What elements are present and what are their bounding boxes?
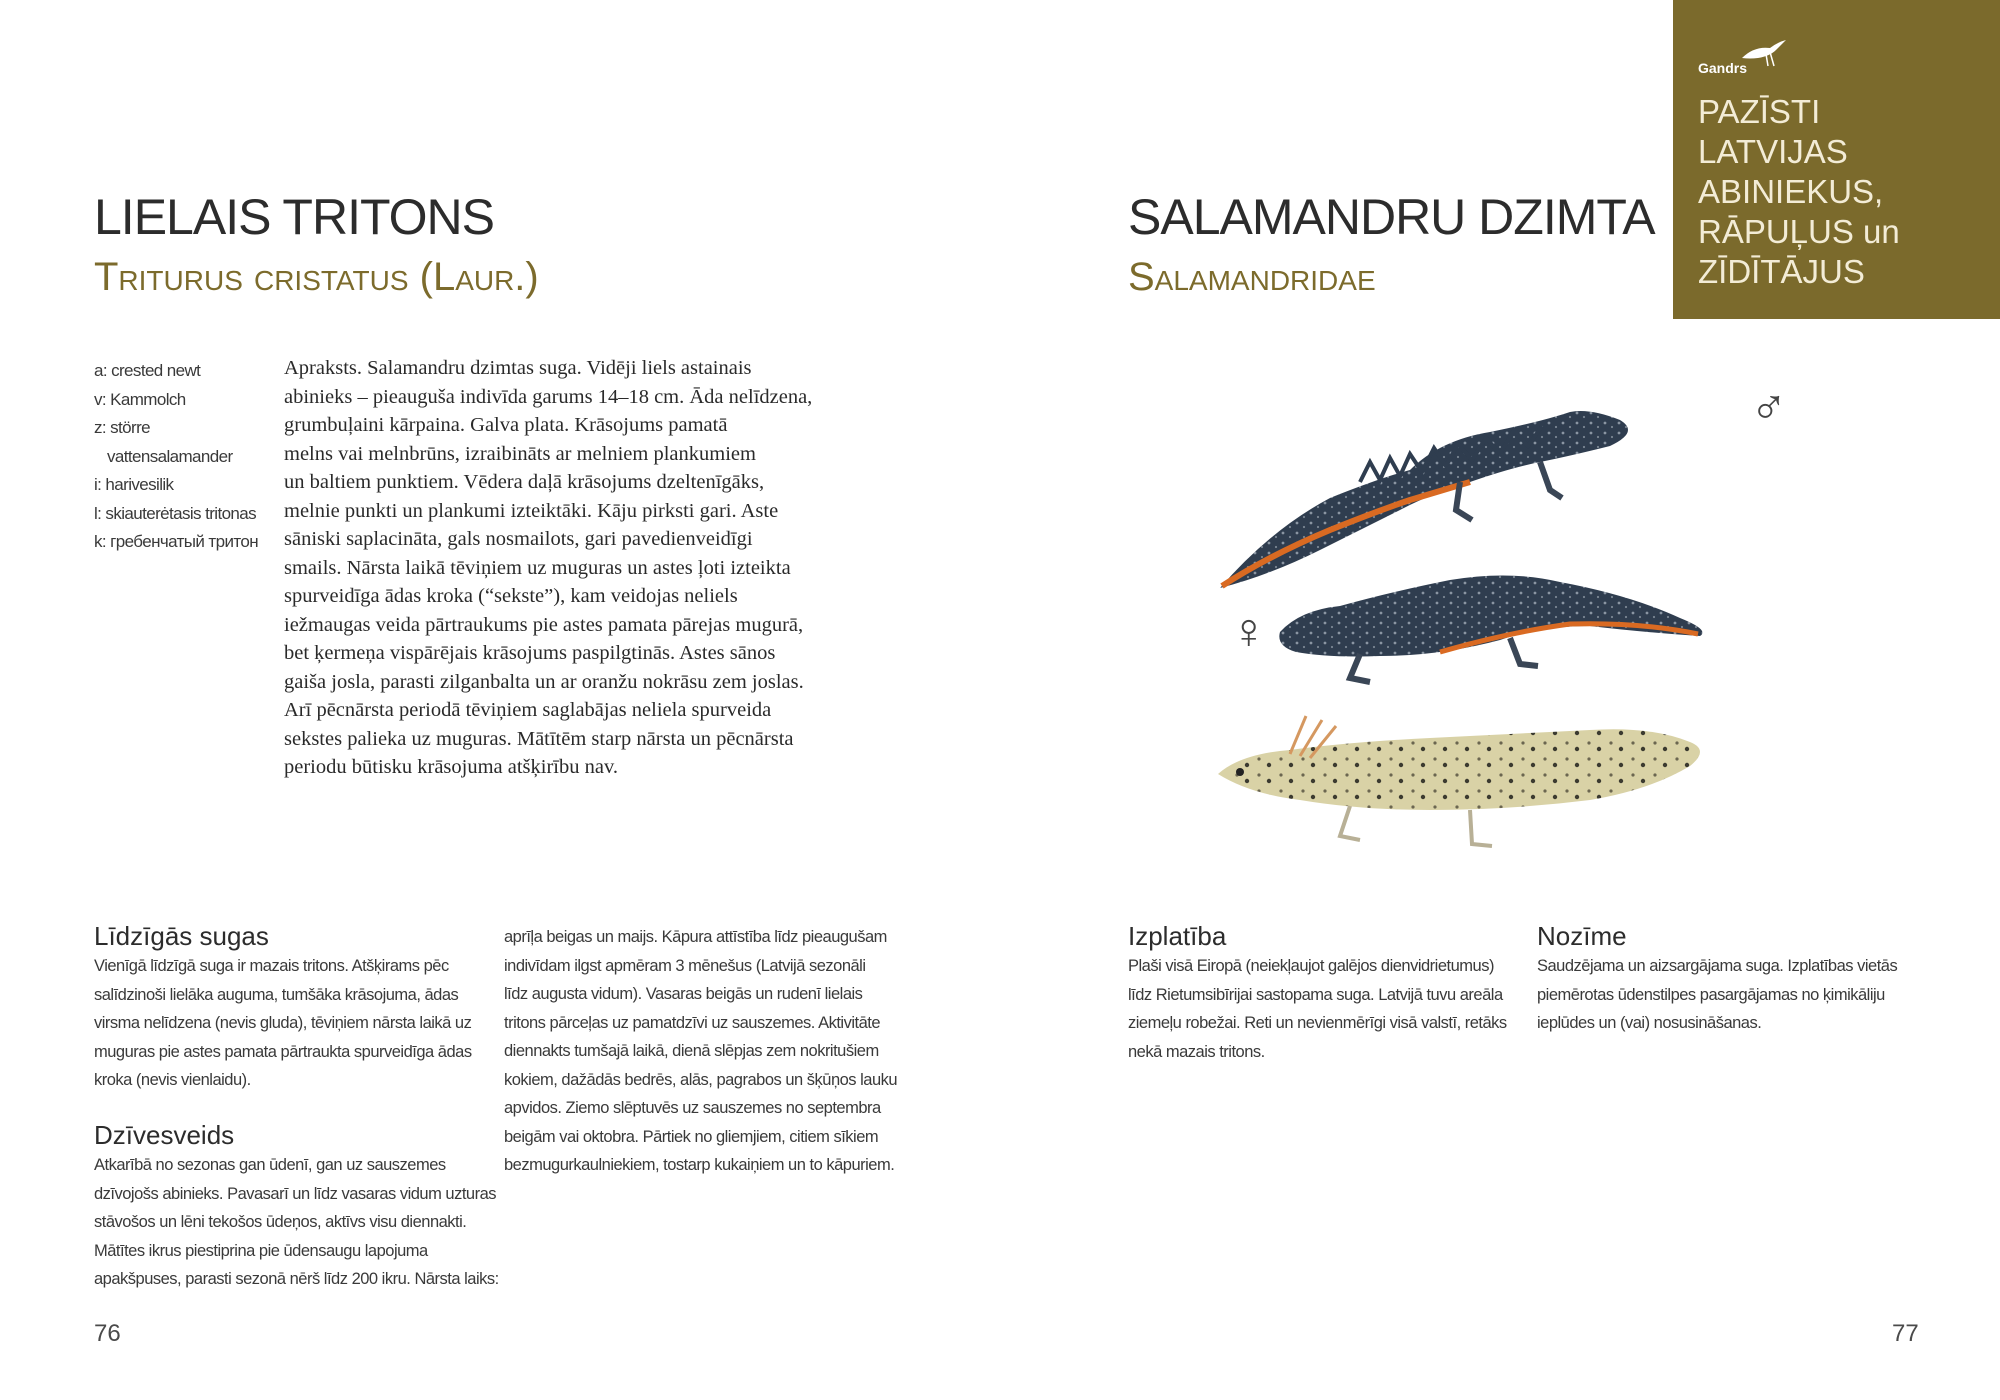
female-newt-illustration bbox=[1279, 575, 1702, 682]
page-number-right: 77 bbox=[1892, 1320, 1919, 1347]
foreign-name: v: Kammolch bbox=[94, 389, 186, 409]
banner-title-line: ZĪDĪTĀJUS bbox=[1698, 253, 1865, 290]
text-line: ziemeļu robežai. Reti un nevienmērīgi visā valstī, retāks bbox=[1128, 1014, 1507, 1032]
description-line: gaiša josla, parasti zilganbalta un ar oranžu nokrāsu zem joslas. bbox=[284, 670, 804, 693]
text-line: līdz augusta vidum). Vasaras beigās un rudenī lielais bbox=[504, 985, 863, 1003]
distribution-heading: Izplatība bbox=[1128, 921, 1227, 951]
foreign-name: k: гребенчатый тритон bbox=[94, 532, 258, 551]
text-line: Atkarībā no sezonas gan ūdenī, gan uz sauszemes bbox=[94, 1156, 446, 1174]
description-line: Arī pēcnārsta periodā tēviņiem saglabājas neliela spurveida bbox=[284, 699, 772, 721]
species-latin-name: Triturus cristatus (Laur.) bbox=[94, 255, 539, 299]
text-line: beigām vai oktobra. Pārtiek no gliemjiem, citiem sīkiem bbox=[504, 1127, 879, 1146]
description-line: periodu būtisku krāsojuma atšķirību nav. bbox=[284, 756, 619, 778]
similar-species-heading: Līdzīgās sugas bbox=[94, 921, 269, 951]
text-line: virsma nelīdzena (nevis gluda), tēviņiem nārsta laikā uz bbox=[94, 1014, 472, 1032]
text-line: stāvošos un lēni tekošos ūdeņos, aktīvs visu diennakti. bbox=[94, 1213, 467, 1231]
distribution-text bbox=[1128, 952, 1528, 1066]
description-line: melns vai melnbrūns, izraibināts ar melniem plankumiem bbox=[284, 442, 756, 465]
description-line: sekstes palieka uz muguras. Mātītēm starp nārsta un pēcnārsta bbox=[284, 727, 794, 750]
description-line: Apraksts. Salamandru dzimtas suga. Vidēji liels astainais bbox=[284, 357, 752, 379]
male-newt-illustration bbox=[1220, 411, 1628, 588]
text-line: ieplūdes un (vai) nosusināšanas. bbox=[1537, 1014, 1762, 1032]
description-line: abinieks – pieauguša indivīda garums 14–18 cm. Āda nelīdzena, bbox=[284, 385, 813, 408]
foreign-name: l: skiauterėtasis tritonas bbox=[94, 503, 257, 523]
description-line: iežmaugas veida pārtraukums pie astes pamata pārejas mugurā, bbox=[284, 613, 804, 636]
text-line: apakšpuses, parasti sezonā nērš līdz 200 ikru. Nārsta laiks: bbox=[94, 1270, 499, 1288]
description-line: smails. Nārsta laikā tēviņiem uz muguras un astes ļoti izteikta bbox=[284, 556, 791, 579]
stork-logo-icon bbox=[1740, 36, 1788, 72]
text-line: Plaši visā Eiropā (neiekļaujot galējos dienvidrietumus) bbox=[1128, 957, 1494, 975]
text-line: diennakts tumšajā laikā, dienā slēpjas zem nokritušiem bbox=[504, 1042, 879, 1060]
text-line: muguras pie astes pamata pārtraukta spurveidīga ādas bbox=[94, 1042, 472, 1061]
text-line: kokiem, dažādās bedrēs, alās, pagrabos un šķūņos lauku bbox=[504, 1070, 898, 1089]
text-line: aprīļa beigas un maijs. Kāpura attīstība līdz pieaugušam bbox=[504, 928, 887, 946]
male-symbol: ♂ bbox=[1750, 379, 1788, 435]
text-line: apvidos. Ziemo slēptuvēs uz sauszemes no septembra bbox=[504, 1099, 881, 1117]
text-line: piemērotas ūdenstilpes pasargājamas no ķimikāliju bbox=[1537, 985, 1885, 1004]
larva-illustration bbox=[1218, 716, 1700, 846]
banner-title-line: PAZĪSTI bbox=[1698, 93, 1821, 130]
family-title: SALAMANDRU DZIMTA bbox=[1128, 189, 1655, 245]
text-line: tritons pārceļas uz pamatdzīvi uz sauszemes. Aktivitāte bbox=[504, 1013, 881, 1032]
publisher-logo-text: Gandrs bbox=[1698, 60, 1748, 76]
species-title: LIELAIS TRITONS bbox=[94, 189, 494, 245]
family-latin-name: Salamandridae bbox=[1128, 255, 1376, 299]
text-line: bezmugurkaulniekiem, tostarp kukaiņiem un to kāpuriem. bbox=[504, 1156, 895, 1174]
banner-title-line: LATVIJAS bbox=[1698, 133, 1848, 170]
text-line: Saudzējama un aizsargājama suga. Izplatības vietās bbox=[1537, 957, 1898, 975]
text-line: Vienīgā līdzīgā suga ir mazais tritons. Atšķirams pēc bbox=[94, 957, 449, 975]
page-number-left: 76 bbox=[94, 1320, 121, 1347]
importance-text bbox=[1537, 952, 1937, 1038]
importance-heading: Nozīme bbox=[1537, 921, 1627, 951]
text-line: kroka (nevis vienlaidu). bbox=[94, 1071, 251, 1089]
text-line: līdz Rietumsibīrijai sastopama suga. Latvijā tuvu areāla bbox=[1128, 985, 1503, 1004]
foreign-names-list bbox=[94, 357, 264, 557]
description-line: spurveidīga ādas kroka (“sekste”), kam veidojas neliels bbox=[284, 585, 738, 607]
description-line: sāniski saplacināta, gals nosmailots, gari pavedienveidīgi bbox=[284, 528, 753, 550]
description-line: melnie punkti un plankumi izteiktāki. Kāju pirksti gari. Aste bbox=[284, 499, 779, 522]
similar-species-text bbox=[94, 952, 494, 1095]
newt-illustrations bbox=[1210, 370, 1850, 870]
species-description bbox=[284, 354, 894, 782]
text-line: Mātītes ikrus piestiprina pie ūdensaugu lapojuma bbox=[94, 1241, 428, 1260]
banner-title-line: ABINIEKUS, bbox=[1698, 173, 1884, 210]
foreign-name: z: större bbox=[94, 418, 151, 437]
female-symbol: ♀ bbox=[1230, 603, 1268, 659]
text-line: dzīvojošs abinieks. Pavasarī un līdz vasaras vidum uzturas bbox=[94, 1184, 497, 1203]
series-title bbox=[1698, 92, 1968, 292]
description-line: un baltiem punktiem. Vēdera daļā krāsojums dzeltenīgāks, bbox=[284, 471, 765, 493]
lifestyle-continuation-text bbox=[504, 923, 914, 1180]
description-line: grumbuļaini kārpaina. Galva plata. Krāsojums pamatā bbox=[284, 414, 728, 436]
lifestyle-heading: Dzīvesveids bbox=[94, 1120, 235, 1150]
description-line: bet ķermeņa vispārējais krāsojums paspilgtinās. Astes sānos bbox=[284, 642, 776, 664]
foreign-name: vattensalamander bbox=[107, 446, 233, 466]
text-line: salīdzinoši lielāka auguma, tumšāka krāsojuma, ādas bbox=[94, 985, 459, 1004]
text-line: indivīdam ilgst apmēram 3 mēnešus (Latvijā sezonāli bbox=[504, 956, 866, 975]
lifestyle-text bbox=[94, 1151, 499, 1294]
text-line: nekā mazais tritons. bbox=[1128, 1042, 1265, 1061]
foreign-name: a: crested newt bbox=[94, 361, 201, 380]
banner-title-line: RĀPUĻUS un bbox=[1698, 213, 1900, 250]
foreign-name: i: harivesilik bbox=[94, 475, 174, 494]
